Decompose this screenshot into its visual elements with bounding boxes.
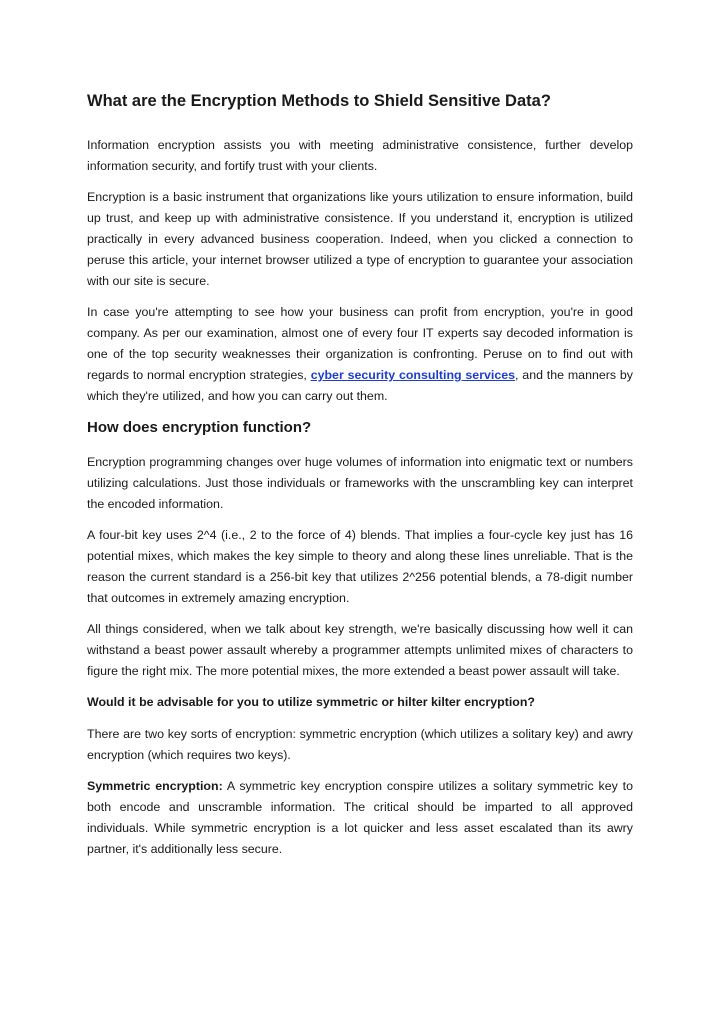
section-heading-how-encryption-works: How does encryption function? bbox=[87, 419, 312, 436]
symmetric-encryption-description: A symmetric key encryption conspire utilizes a solitary symmetric key to both encode and unscramble information. The critical should be imparted to all approved individuals. While symmetric encryption is a lot quicker and less asset escalated than its awry partner, it's additionally less secure. bbox=[87, 779, 633, 856]
article-body bbox=[87, 88, 633, 870]
paragraph-intro: Information encryption assists you with meeting administrative consistence, further develop information security, and fortify trust with your clients. bbox=[87, 138, 633, 173]
paragraph-two-key-types: There are two key sorts of encryption: symmetric encryption (which utilizes a solitary key) and awry encryption (which requires two keys). bbox=[87, 727, 633, 762]
paragraph-text-before-link: In case you're attempting to see how your business can profit from encryption, you're in good company. As per our examination, almost one of every four IT experts say decoded information is one of the top security weaknesses their organization is confronting. Peruse on to find out with regards to normal encryption strategies, bbox=[87, 305, 633, 382]
paragraph-encryption-software: Encryption programming changes over huge volumes of information into enigmatic text or numbers utilizing calculations. Just those individuals or frameworks with the unscrambling key can interpret the encoded information. bbox=[87, 455, 633, 511]
paragraph-encryption-basics: Encryption is a basic instrument that organizations like yours utilization to ensure information, build up trust, and keep up with administrative consistence. If you understand it, encryption is utilized practically in every advanced business cooperation. Indeed, when you clicked a connection to peruse this article, your internet browser utilized a type of encryption to guarantee your association with our site is secure. bbox=[87, 190, 633, 288]
paragraph-key-bits: A four-bit key uses 2^4 (i.e., 2 to the force of 4) blends. That implies a four-cycle key just has 16 potential mixes, which makes the key simple to theory and along these lines unreliable. That is the reason the current standard is a 256-bit key that utilizes 2^256 potential blends, a 78-digit number that outcomes in extremely amazing encryption. bbox=[87, 528, 633, 605]
paragraph-text-after-link: , and the manners by which they're utilized, and how you can carry out them. bbox=[87, 368, 633, 403]
cyber-security-consulting-link[interactable]: cyber security consulting services bbox=[310, 368, 516, 382]
subheading-symmetric-vs-asymmetric: Would it be advisable for you to utilize symmetric or hilter kilter encryption? bbox=[87, 695, 535, 709]
article-title: What are the Encryption Methods to Shield Sensitive Data? bbox=[87, 92, 551, 110]
paragraph-business-benefit bbox=[87, 302, 633, 407]
term-symmetric-encryption: Symmetric encryption: bbox=[87, 779, 223, 793]
paragraph-key-strength: All things considered, when we talk about key strength, we're basically discussing how well it can withstand a beast power assault whereby a programmer attempts unlimited mixes of characters to figure the right mix. The more potential mixes, the more extended a beast power assault will take. bbox=[87, 622, 633, 678]
paragraph-symmetric-encryption bbox=[87, 776, 633, 860]
